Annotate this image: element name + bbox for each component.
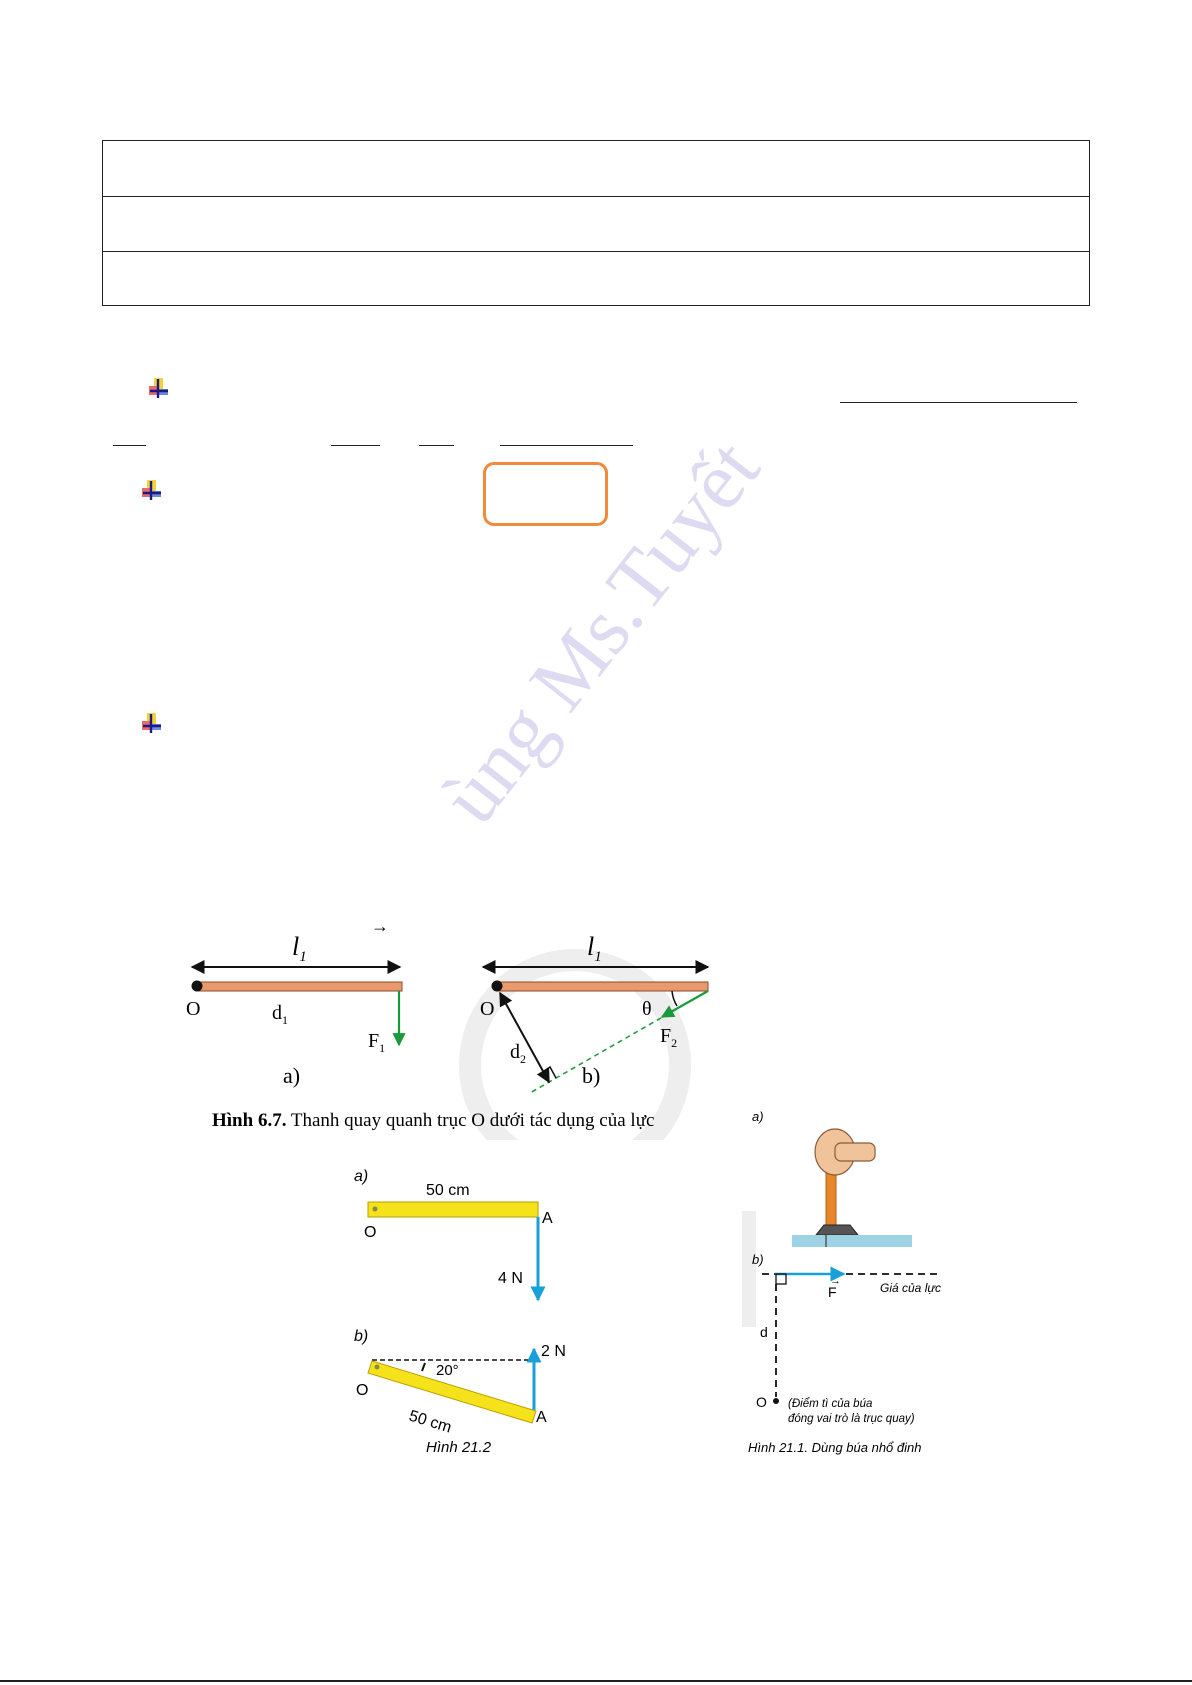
bullet-cross-icon	[140, 711, 164, 735]
table-row	[103, 251, 1089, 307]
axis-label: O	[480, 998, 495, 1020]
formula-box	[483, 462, 608, 526]
length-label: $l_1$	[292, 932, 307, 965]
right-angle-mark	[776, 1274, 786, 1284]
table-row	[103, 141, 1089, 196]
rod	[197, 982, 402, 991]
angle-label: θ	[642, 998, 652, 1020]
svg-text:→: →	[371, 916, 389, 936]
underline	[840, 402, 1077, 403]
pivot-dot	[773, 1398, 779, 1404]
length-label: 50 cm	[406, 1407, 454, 1437]
table-row	[103, 196, 1089, 252]
figure-caption: Hình 21.1. Dùng búa nhổ đinh	[748, 1440, 922, 1455]
underline	[500, 445, 633, 446]
axis-label: O	[756, 1394, 767, 1410]
force-label: 4 N	[498, 1270, 523, 1287]
underline	[113, 445, 146, 446]
panel-label: a)	[354, 1168, 369, 1185]
page-bottom-rule	[0, 1680, 1192, 1682]
distance-label: $d_2$	[510, 1041, 526, 1066]
point-label: A	[542, 1210, 553, 1227]
panel-label: b)	[354, 1328, 369, 1345]
figure-21-1	[742, 1107, 952, 1457]
ruler	[368, 1202, 538, 1217]
figure-6-7	[180, 915, 730, 1140]
pivot-dot	[492, 981, 503, 992]
axis-label: O	[186, 998, 201, 1020]
figure-21-2	[350, 1165, 590, 1455]
length-label: 50 cm	[426, 1182, 470, 1199]
distance-label: d	[760, 1324, 768, 1340]
underline	[419, 445, 454, 446]
distance-label: $d_1$	[272, 1002, 288, 1027]
angle-label: 20°	[436, 1362, 459, 1379]
force-label: F	[828, 1284, 837, 1300]
bullet-cross-icon	[140, 478, 164, 502]
hand-hammer-icon	[792, 1129, 912, 1247]
watermark: ùng Ms.Tuyết	[423, 423, 777, 840]
axis-label: O	[356, 1382, 369, 1399]
pivot-dot	[373, 1207, 378, 1212]
force-label: 2 N	[541, 1343, 566, 1360]
pivot-dot	[375, 1365, 380, 1370]
panel-label: a)	[283, 1063, 301, 1088]
panel-label: b)	[582, 1063, 601, 1088]
bullet-cross-icon	[147, 376, 171, 400]
svg-text:→: →	[830, 1275, 841, 1287]
force-label: $F_1$	[368, 1030, 386, 1055]
axis-label: O	[364, 1224, 377, 1241]
header-table	[102, 140, 1090, 306]
length-label: $l_1$	[587, 932, 602, 965]
underline	[331, 445, 380, 446]
panel-label: b)	[752, 1252, 764, 1267]
pivot-note: (Điểm tì của búa	[788, 1398, 873, 1410]
background-band	[742, 1211, 756, 1327]
point-label: A	[536, 1409, 547, 1426]
angle-mark	[422, 1363, 425, 1371]
figure-caption: Hình 6.7. Thanh quay quanh trục O dưới tác dụng của lực	[212, 1110, 655, 1131]
line-of-action-label: Giá của lực	[880, 1281, 941, 1295]
pivot-note: đóng vai trò là trục quay)	[788, 1413, 915, 1425]
panel-label: a)	[752, 1109, 764, 1124]
figure-caption: Hình 21.2	[426, 1439, 492, 1455]
rod	[497, 982, 708, 991]
pivot-dot	[192, 981, 203, 992]
force-label: $F_2$	[660, 1025, 678, 1050]
